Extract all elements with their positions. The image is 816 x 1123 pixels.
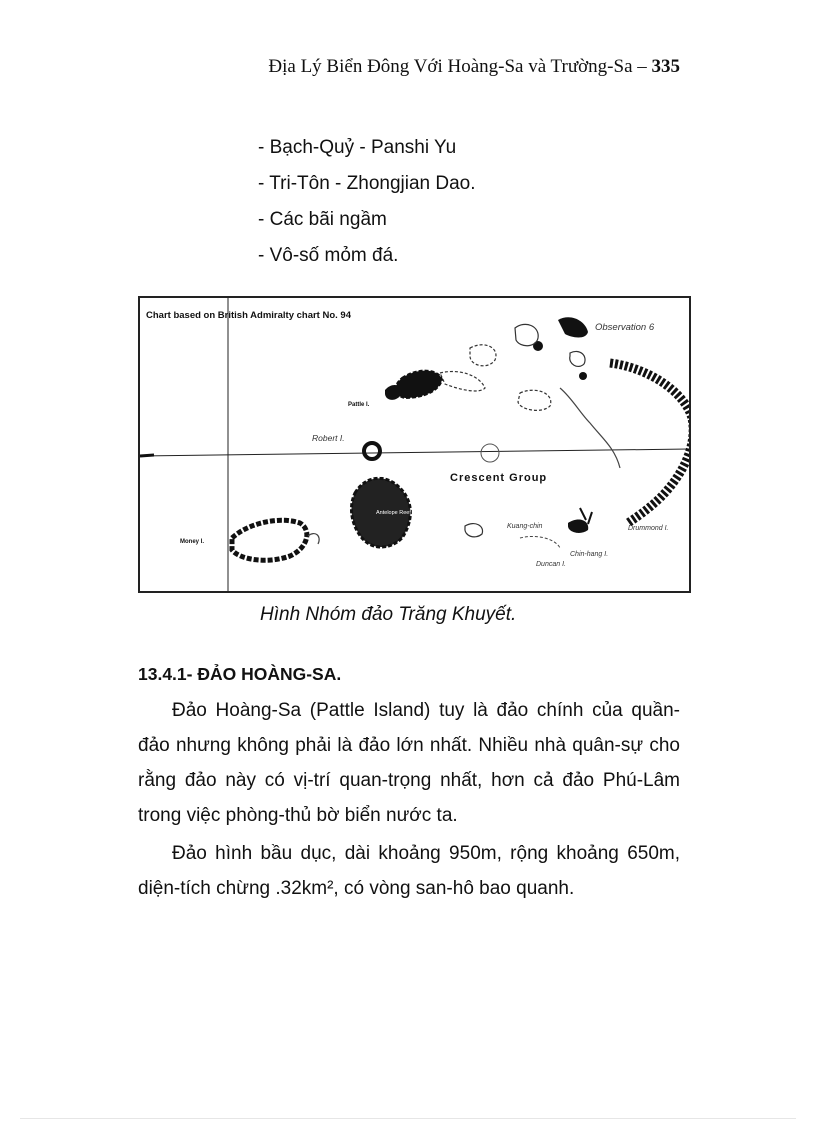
chart-title: Chart based on British Admiralty chart No. 94 xyxy=(146,310,351,321)
parallel-line xyxy=(140,449,689,456)
kuangchin-label: Kuang-chin xyxy=(507,523,543,530)
list-item: - Tri-Tôn - Zhongjian Dao. xyxy=(258,173,476,194)
header-title: Địa Lý Biển Đông Với Hoàng-Sa và Trường-Sa – xyxy=(268,56,647,77)
reef-dot xyxy=(579,372,587,380)
reef-channel xyxy=(560,388,620,468)
drummond-label: Drummond I. xyxy=(628,525,669,532)
money-label: Money I. xyxy=(180,539,205,545)
chart-drawing xyxy=(140,298,689,591)
running-header xyxy=(0,56,680,78)
list-item: - Bạch-Quỷ - Panshi Yu xyxy=(258,137,457,158)
chinhang-island xyxy=(568,519,588,532)
drummond-reef xyxy=(610,363,689,523)
antelope-label: Antelope Reef xyxy=(376,510,411,516)
figure-caption: Hình Nhóm đảo Trăng Khuyết. xyxy=(260,604,517,625)
page-number: 335 xyxy=(651,56,680,77)
scale-tick xyxy=(140,455,154,456)
reef-dot xyxy=(533,341,543,351)
reef-outline xyxy=(308,534,319,544)
list-item: - Các bãi ngầm xyxy=(258,209,387,230)
reef-outline xyxy=(440,371,485,390)
pattle-islet xyxy=(385,385,402,400)
pattle-label: Pattle I. xyxy=(348,402,370,408)
reef-outline xyxy=(481,444,499,462)
crescent-label: Crescent Group xyxy=(450,472,548,484)
chinhang-label: Chin-hang I. xyxy=(570,551,609,558)
robert-island xyxy=(364,443,380,459)
reef-outline xyxy=(520,536,560,548)
page-bottom-rule xyxy=(20,1118,796,1119)
reef-outline xyxy=(518,390,551,410)
paragraph: Đảo hình bầu dục, dài khoảng 950m, rộng khoảng 650m, diện-tích chừng .32km², có vòng san-hô bao quanh. xyxy=(138,843,680,899)
reef-outline xyxy=(470,345,496,366)
island-list xyxy=(258,130,476,274)
reef-outline xyxy=(570,351,585,366)
robert-label: Robert I. xyxy=(312,433,345,443)
paragraph: Đảo Hoàng-Sa (Pattle Island) tuy là đảo chính của quần-đảo nhưng không phải là đảo lớn nhất. Nhiều nhà quân-sự cho rằng đảo này có vị-trí quan-trọng nhất, hơn cả đảo Phú-Lâm trong việc phòng-thủ bờ biển nước ta. xyxy=(138,700,680,826)
money-island xyxy=(232,520,307,560)
observation-bank xyxy=(558,317,588,337)
pattle-island xyxy=(396,371,442,398)
duncan-label: Duncan I. xyxy=(536,561,566,568)
observation-label: Observation 6 xyxy=(595,322,655,333)
section-heading: 13.4.1- ĐẢO HOÀNG-SA. xyxy=(138,664,342,684)
list-item: - Vô-số mỏm đá. xyxy=(258,245,399,266)
kuangchin-reef xyxy=(465,524,483,537)
crescent-group-chart xyxy=(138,296,691,593)
